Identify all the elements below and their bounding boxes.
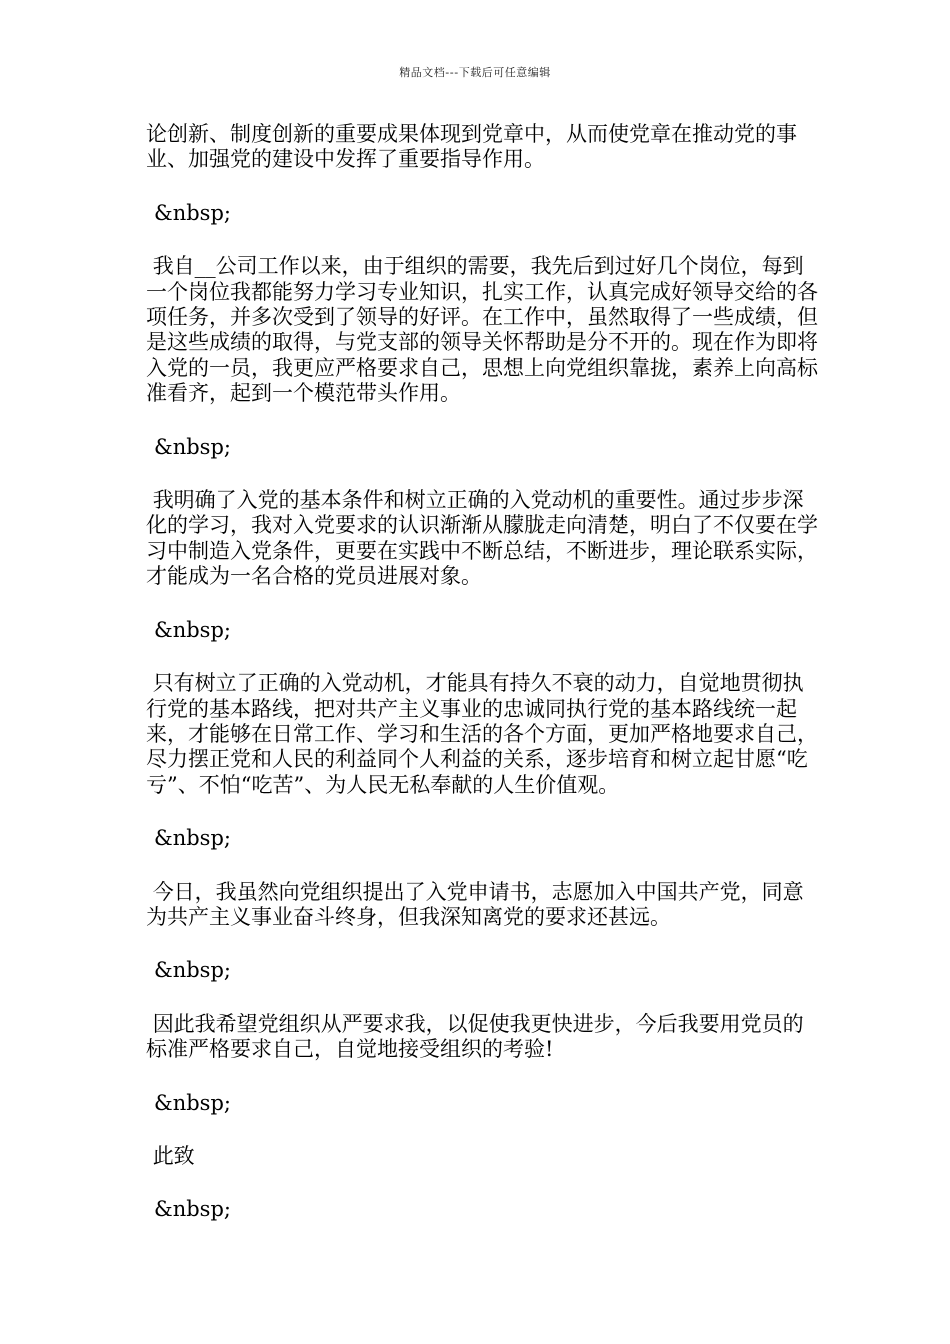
spacer-3: &nbsp; (154, 617, 231, 642)
paragraph-2: 我自__公司工作以来，由于组织的需要，我先后到过好几个岗位，每到一个岗位我都能努力学习专业知识，扎实工作，认真完成好领导交给的各项任务，并多次受到了领导的好评。在工作中，虽然取得了一些成绩，但是这些成绩的取得，与党支部的领导关怀帮助是分不开的。现在作为即将入党的一员，我更应严格要求自己，思想上向党组织靠拢，素养上向高标准看齐，起到一个模范带头作用。 (146, 254, 818, 406)
spacer-6: &nbsp; (154, 1090, 231, 1115)
paragraph-5: 今日，我虽然向党组织提出了入党申请书，志愿加入中国共产党，同意为共产主义事业奋斗终身，但我深知离党的要求还甚远。 (146, 879, 804, 929)
spacer-2: &nbsp; (154, 434, 231, 459)
paragraph-4: 只有树立了正确的入党动机，才能具有持久不衰的动力，自觉地贯彻执行党的基本路线，把对共产主义事业的忠诚同执行党的基本路线统一起来，才能够在日常工作、学习和生活的各个方面，更加严格地要求自己，尽力摆正党和人民的利益同个人利益的关系，逐步培育和树立起甘愿“吃亏”、不怕“吃苦”、为人民无私奉献的人生价值观。 (146, 671, 818, 797)
page-header: 精品文档---下载后可任意编辑 (399, 66, 551, 79)
spacer-7: &nbsp; (154, 1197, 231, 1222)
spacer-1: &nbsp; (154, 200, 231, 225)
closing-salutation: 此致 (146, 1143, 195, 1168)
paragraph-1: 论创新、制度创新的重要成果体现到党章中，从而使党章在推动党的事业、加强党的建设中发挥了重要指导作用。 (146, 122, 797, 172)
spacer-5: &nbsp; (154, 958, 231, 983)
paragraph-3: 我明确了入党的基本条件和树立正确的入党动机的重要性。通过步步深化的学习，我对入党要求的认识渐渐从朦胧走向清楚，明白了不仅要在学习中制造入党条件，更要在实践中不断总结，不断进步，理论联系实际，才能成为一名合格的党员进展对象。 (146, 488, 818, 589)
document-body (146, 122, 818, 1251)
paragraph-6: 因此我希望党组织从严要求我，以促使我更快进步，今后我要用党员的标准严格要求自己，自觉地接受组织的考验! (146, 1011, 804, 1062)
spacer-4: &nbsp; (154, 826, 231, 851)
